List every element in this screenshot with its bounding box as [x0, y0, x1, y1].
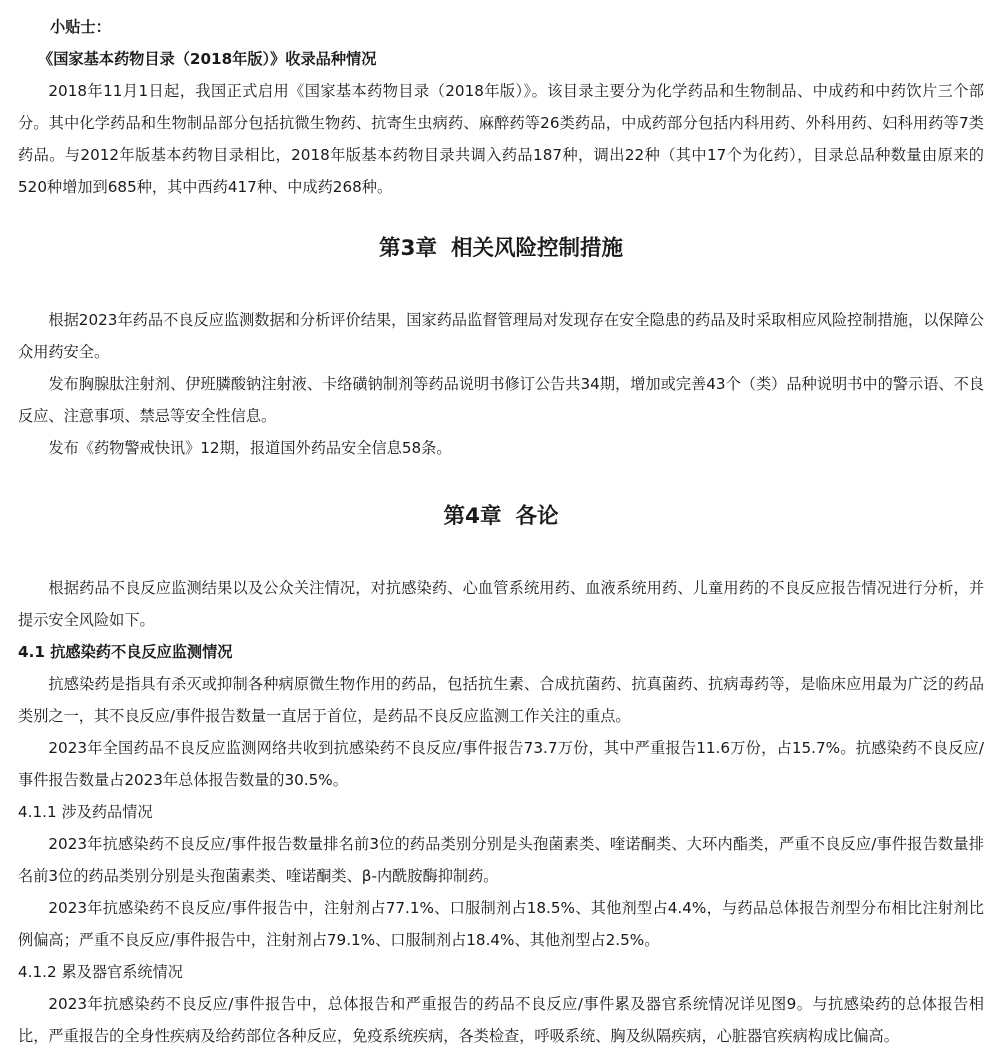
chapter-4-heading [18, 501, 984, 533]
section-4-1-paragraph: 2023年全国药品不良反应监测网络共收到抗感染药不良反应/事件报告73.7万份，其中严重报告11.6万份，占15.7%。抗感染药不良反应/事件报告数量占2023年总体报告数量的30.5%。 [18, 739, 984, 789]
chapter-4-title: 各论 [515, 504, 559, 529]
chapter-3-paragraph: 发布胸腺肽注射剂、伊班膦酸钠注射液、卡络磺钠制剂等药品说明书修订公告共34期，增加或完善43个（类）品种说明书中的警示语、不良反应、注意事项、禁忌等安全性信息。 [18, 375, 984, 425]
section-4-1-1-paragraph: 2023年抗感染药不良反应/事件报告中，注射剂占77.1%、口服制剂占18.5%、其他剂型占4.4%，与药品总体报告剂型分布相比注射剂比例偏高；严重不良反应/事件报告中，注射剂占79.1%、口服制剂占18.4%、其他剂型占2.5%。 [18, 899, 984, 949]
section-4-1-1-paragraph: 2023年抗感染药不良反应/事件报告数量排名前3位的药品类别分别是头孢菌素类、喹诺酮类、大环内酯类，严重不良反应/事件报告数量排名前3位的药品类别分别是头孢菌素类、喹诺酮类、β-内酰胺酶抑制药。 [18, 835, 984, 885]
section-4-1-2-paragraph: 2023年抗感染药不良反应/事件报告中，总体报告和严重报告的药品不良反应/事件累及器官系统情况详见图9。与抗感染药的总体报告相比，严重报告的全身性疾病及给药部位各种反应，免疫系统疾病，各类检查，呼吸系统、胸及纵隔疾病，心脏器官疾病构成比偏高。 [18, 995, 984, 1045]
tip-heading: 《国家基本药物目录（2018年版）》收录品种情况 [38, 50, 377, 68]
document-page [18, 0, 984, 1052]
chapter-3-heading [18, 233, 984, 265]
chapter-3-title: 相关风险控制措施 [450, 236, 623, 261]
chapter-3-paragraph: 发布《药物警戒快讯》12期，报道国外药品安全信息58条。 [48, 439, 452, 457]
chapter-4-number: 第4章 [443, 504, 502, 529]
chapter-3-paragraph: 根据2023年药品不良反应监测数据和分析评价结果，国家药品监督管理局对发现存在安全隐患的药品及时采取相应风险控制措施，以保障公众用药安全。 [18, 311, 984, 361]
tip-body: 2018年11月1日起，我国正式启用《国家基本药物目录（2018年版）》。该目录主要分为化学药品和生物制品、中成药和中药饮片三个部分。其中化学药品和生物制品部分包括抗微生物药、抗寄生虫病药、麻醉药等26类药品，中成药部分包括内科用药、外科用药、妇科用药等7类药品。与2012年版基本药物目录相比，2018年版基本药物目录共调入药品187种，调出22种（其中17个为化药），目录总品种数量由原来的520种增加到685种，其中西药417种、中成药268种。 [18, 82, 984, 196]
section-4-1-title: 4.1 抗感染药不良反应监测情况 [18, 643, 233, 661]
section-4-1-2-title: 4.1.2 累及器官系统情况 [18, 963, 183, 981]
tip-label: 小贴士： [50, 18, 111, 36]
section-4-1-paragraph: 抗感染药是指具有杀灭或抑制各种病原微生物作用的药品，包括抗生素、合成抗菌药、抗真菌药、抗病毒药等，是临床应用最为广泛的药品类别之一，其不良反应/事件报告数量一直居于首位，是药品不良反应监测工作关注的重点。 [18, 675, 984, 725]
chapter-3-number: 第3章 [379, 236, 437, 261]
chapter-4-intro: 根据药品不良反应监测结果以及公众关注情况，对抗感染药、心血管系统用药、血液系统用药、儿童用药的不良反应报告情况进行分析，并提示安全风险如下。 [18, 579, 984, 629]
section-4-1-1-title: 4.1.1 涉及药品情况 [18, 803, 153, 821]
